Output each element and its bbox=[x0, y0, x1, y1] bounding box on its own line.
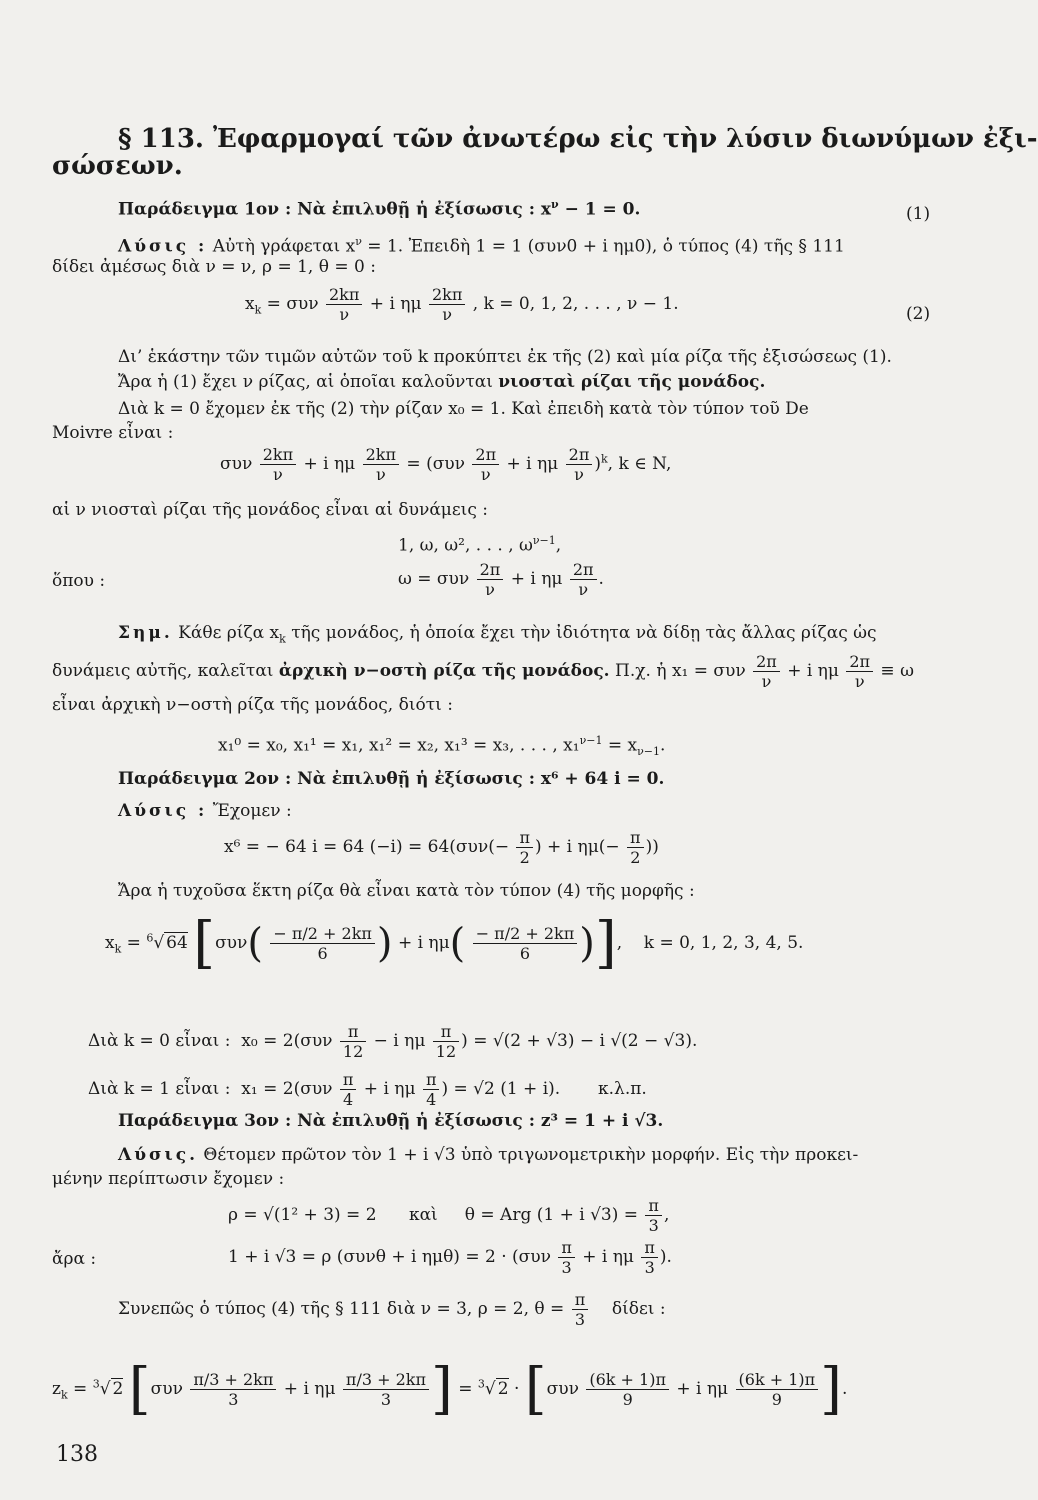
solution1-line2: δίδει ἀμέσως διὰ ν = ν, ρ = 1, θ = 0 : bbox=[52, 257, 376, 277]
paragraph: Δι’ ἑκάστην τῶν τιμῶν αὐτῶν τοῦ k προκύπτει ἐκ τῆς (2) καὶ μία ρίζα τῆς ἐξισώσεως (1). bbox=[118, 347, 892, 367]
paragraph: Ἄρα ἡ τυχοῦσα ἕκτη ρίζα θὰ εἶναι κατὰ τὸν τύπον (4) τῆς μορφῆς : bbox=[118, 881, 695, 901]
eq-number-1: (1) bbox=[906, 204, 931, 224]
remark-line3: εἶναι ἀρχικὴ ν−οστὴ ρίζα τῆς μονάδος, διότι : bbox=[52, 695, 453, 715]
opou-label: ὅπου : bbox=[52, 571, 106, 591]
paragraph: αἱ ν νιοσταὶ ρίζαι τῆς μονάδος εἶναι αἱ δυνάμεις : bbox=[52, 500, 488, 520]
solution3-line2: μένην περίπτωσιν ἔχομεν : bbox=[52, 1169, 285, 1189]
section-title: § 113. Ἐφαρμογαί τῶν ἀνωτέρω εἰς τὴν λύσιν διωνύμων ἐξι- bbox=[118, 124, 1038, 154]
example1-heading: Παράδειγμα 1ον : Νὰ ἐπιλυθῇ ἡ ἐξίσωσις : $x^\nu - 1 = 0$. bbox=[118, 198, 641, 220]
example3-heading: Παράδειγμα 3ον : Νὰ ἐπιλυθῇ ἡ ἐξίσωσις : z³ = 1 + i √3. bbox=[118, 1111, 664, 1131]
k0-line: Διὰ k = 0 εἶναι : x₀ = 2(συν $\frac{\pi}{12}$ − i ημ $\frac{\pi}{12}$ ) = √(2 + √3) − i √(2 − √3). bbox=[88, 1022, 698, 1061]
example2-heading: Παράδειγμα 2ον : Νὰ ἐπιλυθῇ ἡ ἐξίσωσις : x⁶ + 64 i = 0. bbox=[118, 769, 665, 789]
formula-intro: Συνεπῶς ὁ τύπος (4) τῆς § 111 διὰ ν = 3, ρ = 2, θ = $\frac{\pi}{3}$ δίδει : bbox=[118, 1290, 666, 1329]
solution2-line: Λύσις : Ἔχομεν : bbox=[118, 801, 292, 821]
rho-theta-line: ρ = √(1² + 3) = 2 καὶ θ = Arg (1 + i √3) = $\frac{\pi}{3}$ , bbox=[228, 1196, 670, 1235]
x6-equation: x⁶ = − 64 i = 64 (−i) = 64(συν(− $\frac{\pi}{2}$ ) + i ημ(− $\frac{\pi}{2}$ )) bbox=[224, 828, 659, 867]
paragraph: Moivre εἶναι : bbox=[52, 423, 174, 443]
k1-line: Διὰ k = 1 εἶναι : x₁ = 2(συν $\frac{\pi}{4}$ + i ημ $\frac{\pi}{4}$ ) = √2 (1 + i). κ.λ.π. bbox=[88, 1070, 647, 1109]
trig-form: 1 + i √3 = ρ (συνθ + i ημθ) = 2 · (συν $\frac{\pi}{3}$ + i ημ $\frac{\pi}{3}$ ). bbox=[228, 1238, 672, 1277]
formula-xk: $x_k = \sigma\upsilon\nu$ $\frac{2k\pi}{\nu}$ + i ημ $\frac{2k\pi}{\nu}$ , k = 0, 1, 2, . . . , ν − 1. bbox=[245, 285, 679, 324]
solution3-line: Λύσις. Θέτομεν πρῶτον τὸν 1 + i √3 ὑπὸ τριγωνομετρικὴν μορφήν. Εἰς τὴν προκει- bbox=[118, 1145, 859, 1165]
paragraph: Διὰ k = 0 ἔχομεν ἐκ τῆς (2) τὴν ρίζαν x₀ = 1. Καὶ ἐπειδὴ κατὰ τὸν τύπον τοῦ De bbox=[118, 399, 809, 419]
zk-formula: $z_k = ^3√$ 2 [συν $\frac{\pi/3 + 2k\pi}{3}$ + i ημ $\frac{\pi/3 + 2k\pi}{3}$ ] = $^3$√ 2 · [συν $\frac{(6k + 1)\pi}{9}$ + i ημ $\frac{(6k + 1)\pi}{9}$ ]. bbox=[52, 1356, 848, 1422]
omega-formula: ω = συν $\frac{2\pi}{\nu}$ + i ημ $\frac{2\pi}{\nu}$ . bbox=[398, 560, 604, 599]
eq-number-2: (2) bbox=[906, 304, 931, 324]
solution1-line: Λύσις : Αὐτὴ γράφεται $x^\nu = 1$. Ἐπειδὴ 1 = 1 (συν0 + i ημ0), ὁ τύπος (4) τῆς § 111 bbox=[118, 235, 845, 257]
xk-sixth-root-formula: $x_k = ^6√$ 64 [συν( $\frac{- \pi/2 + 2k\pi}{6}$ ) + i ημ( $\frac{- \pi/2 + 2k\pi}{6}$ )], k = 0, 1, 2, 3, 4, 5. bbox=[105, 910, 804, 976]
powers-list: 1, ω, ω², . . . , $\omega^{\nu-1}$, bbox=[398, 534, 562, 556]
powers-chain: x₁⁰ = x₀, x₁¹ = x₁, x₁² = x₂, x₁³ = x₃, . . . , $x_1^{\nu-1} = x_{\nu-1}$. bbox=[218, 734, 666, 759]
ara-label: ἄρα : bbox=[52, 1249, 97, 1269]
remark-line2: δυνάμεις αὐτῆς, καλεῖται ἀρχικὴ ν−οστὴ ρίζα τῆς μονάδος. Π.χ. ἡ x₁ = συν $\frac{2\pi}{\nu}$ + i ημ $\frac{2\pi}{\nu}$ ≡ ω bbox=[52, 652, 914, 691]
page-number: 138 bbox=[56, 1442, 98, 1467]
paragraph: Ἄρα ἡ (1) ἔχει ν ρίζας, αἱ ὁποῖαι καλοῦνται νιοσταὶ ρίζαι τῆς μονάδος. bbox=[118, 372, 766, 392]
de-moivre-formula: συν $\frac{2k\pi}{\nu}$ + i ημ $\frac{2k\pi}{\nu}$ = (συν $\frac{2\pi}{\nu}$ + i ημ $\frac{2\pi}{\nu}$ )$^k$, k ∈ N, bbox=[220, 445, 672, 484]
remark-line1: Σημ. Κάθε ρίζα $x_k$ τῆς μονάδος, ἡ ὁποία ἔχει τὴν ἰδιότητα νὰ δίδῃ τὰς ἄλλας ρίζας ὡς bbox=[118, 623, 877, 646]
section-title-cont: σώσεων. bbox=[52, 151, 183, 181]
